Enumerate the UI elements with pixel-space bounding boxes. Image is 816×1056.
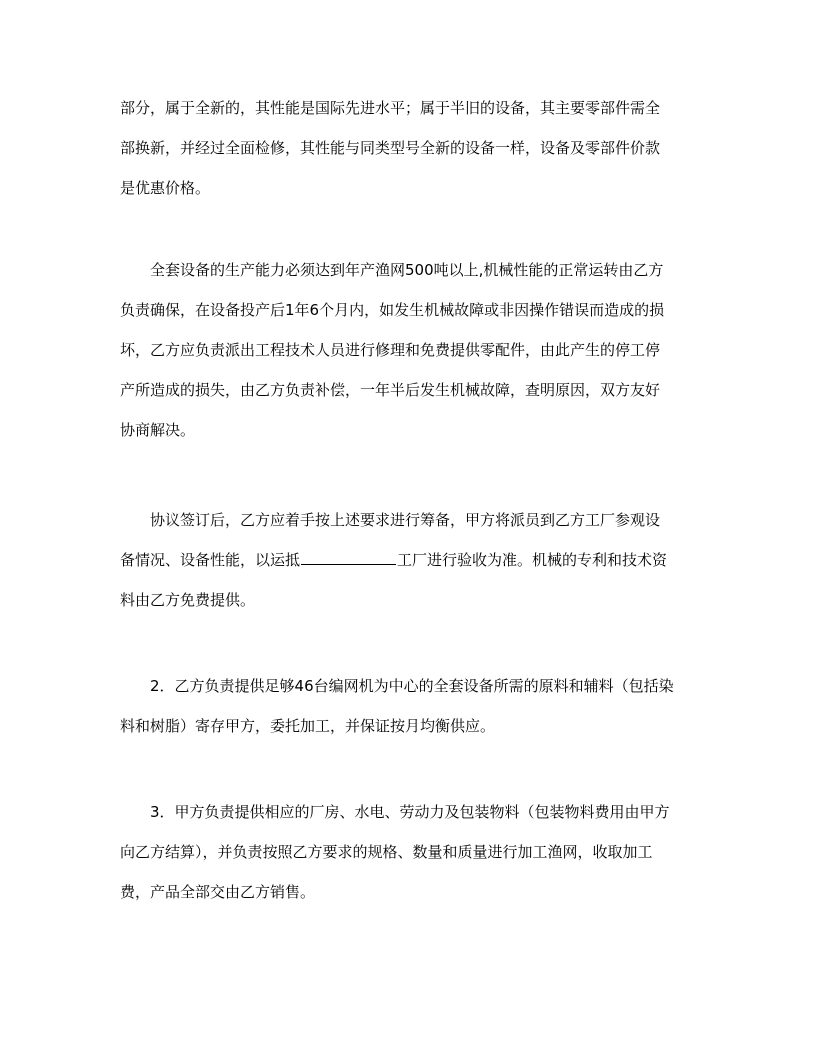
fill-in-blank (301, 550, 396, 565)
text-line: 负责确保，在设备投产后1年6个月内，如发生机械故障或非因操作错误而造成的损 (120, 301, 665, 319)
text-line: 坏，乙方应负责派出工程技术人员进行修理和免费提供零配件，由此产生的停工停 (120, 341, 661, 359)
paragraph-equipment-condition (120, 88, 700, 208)
text-line: 费，产品全部交由乙方销售。 (120, 883, 316, 901)
text-line: 3．甲方负责提供相应的厂房、水电、劳动力及包装物料（包装物料费用由甲方 (150, 803, 670, 821)
paragraph-production-capacity (120, 250, 700, 450)
paragraph-clause-2 (120, 666, 700, 746)
text-line: 产所造成的损失，由乙方负责补偿，一年半后发生机械故障，查明原因，双方友好 (120, 381, 661, 399)
text-line: 部换新，并经过全面检修，其性能与同类型号全新的设备一样，设备及零部件价款 (120, 139, 661, 157)
text-segment: 工厂进行验收为准。机械的专利和技术资 (397, 551, 668, 569)
text-line: 协议签订后，乙方应着手按上述要求进行筹备，甲方将派员到乙方工厂参观设 (150, 511, 661, 529)
text-line: 向乙方结算），并负责按照乙方要求的规格、数量和质量进行加工渔网，收取加工 (120, 843, 653, 861)
text-line: 料由乙方免费提供。 (120, 591, 256, 609)
text-segment: 备情况、设备性能，以运抵 (120, 551, 301, 569)
text-line: 全套设备的生产能力必须达到年产渔网500吨以上,机械性能的正常运转由乙方 (150, 261, 664, 279)
paragraph-clause-3 (120, 792, 700, 912)
paragraph-agreement-preparation (120, 500, 700, 620)
text-line: 协商解决。 (120, 421, 196, 439)
text-line: 部分，属于全新的，其性能是国际先进水平；属于半旧的设备，其主要零部件需全 (120, 99, 661, 117)
text-line: 是优惠价格。 (120, 179, 211, 197)
text-line: 料和树脂）寄存甲方，委托加工，并保证按月均衡供应。 (120, 717, 496, 735)
text-line: 2．乙方负责提供足够46台编网机为中心的全套设备所需的原料和辅料（包括染 (150, 677, 674, 695)
text-line-with-blank (120, 540, 700, 580)
